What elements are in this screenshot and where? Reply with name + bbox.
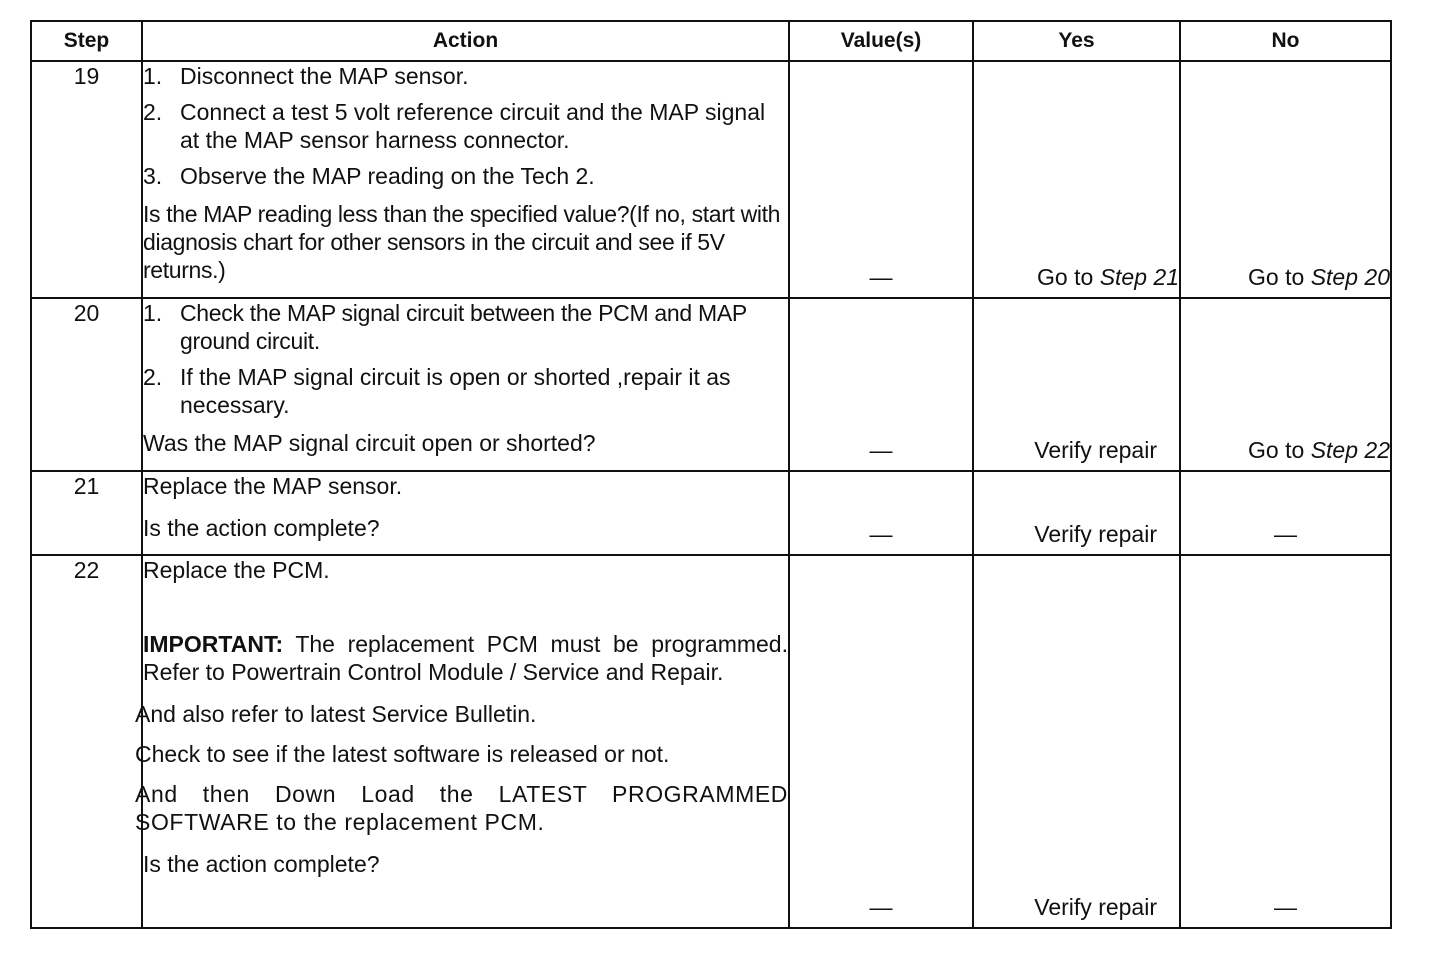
no-step-link[interactable]: Step 20 [1310, 264, 1390, 290]
value-cell: — [789, 555, 973, 928]
table-row-step-21 [31, 471, 1391, 555]
no-step-link[interactable]: Step 22 [1310, 437, 1390, 463]
action-cell [142, 61, 789, 298]
table-row-step-19 [31, 61, 1391, 298]
table-row-step-20 [31, 298, 1391, 471]
action-cell [142, 471, 789, 555]
question-text: Is the action complete? [143, 515, 380, 541]
yes-cell: Verify repair [973, 555, 1180, 928]
list-text: Observe the MAP reading on the Tech 2. [180, 163, 595, 189]
list-text: Connect a test 5 volt reference circuit and the MAP signal at the MAP sensor harness connector. [180, 99, 766, 153]
no-cell: — [1180, 555, 1391, 928]
no-cell: — [1180, 471, 1391, 555]
note-text: And also refer to latest Service Bulletin. [135, 701, 537, 727]
action-list-item [143, 363, 788, 419]
question-text: Is the MAP reading less than the specified value?(If no, start with diagnosis chart for other sensors in the circuit and see if 5V returns.) [143, 201, 781, 283]
action-list-item [143, 62, 788, 90]
step-number: 22 [31, 555, 142, 928]
value-cell: — [789, 61, 973, 298]
header-row [31, 21, 1391, 61]
question-text: Is the action complete? [143, 851, 380, 877]
diagnostic-table [30, 20, 1392, 929]
list-text: Check the MAP signal circuit between the PCM and MAP ground circuit. [180, 300, 747, 354]
yes-step-link[interactable]: Step 21 [1099, 264, 1179, 290]
list-text: Disconnect the MAP sensor. [180, 63, 469, 89]
action-list-item [143, 299, 788, 355]
action-cell [135, 555, 789, 928]
list-number: 2. [143, 364, 163, 390]
header-action: Action [142, 21, 789, 61]
step-number: 19 [31, 61, 142, 298]
header-yes: Yes [973, 21, 1180, 61]
action-list-item [143, 162, 788, 190]
important-label: IMPORTANT: [143, 631, 284, 657]
action-list-item [143, 98, 788, 154]
header-values: Value(s) [789, 21, 973, 61]
no-cell [1180, 61, 1391, 298]
action-text: Replace the MAP sensor. [143, 473, 403, 499]
list-text: If the MAP signal circuit is open or shorted ,repair it as necessary. [180, 364, 731, 418]
no-cell [1180, 298, 1391, 471]
header-no: No [1180, 21, 1391, 61]
list-number: 2. [143, 99, 163, 125]
list-number: 3. [143, 163, 163, 189]
question-text: Was the MAP signal circuit open or shorted? [143, 430, 596, 456]
no-goto-prefix: Go to [1248, 264, 1305, 290]
note-text: Check to see if the latest software is released or not. [135, 741, 670, 767]
yes-cell: Verify repair [973, 298, 1180, 471]
list-number: 1. [143, 300, 163, 326]
list-number: 1. [143, 63, 163, 89]
value-cell: — [789, 298, 973, 471]
step-number: 21 [31, 471, 142, 555]
important-text: The replacement PCM must be programmed. Refer to Powertrain Control Module / Service and Repair. [143, 631, 788, 685]
note-text: And then Down Load the LATEST PROGRAMMED SOFTWARE to the replacement PCM. [135, 781, 788, 835]
yes-goto-prefix: Go to [1037, 264, 1094, 290]
value-cell: — [789, 471, 973, 555]
no-goto-prefix: Go to [1248, 437, 1305, 463]
action-cell [142, 298, 789, 471]
step-number: 20 [31, 298, 142, 471]
important-note [143, 630, 788, 686]
table-row-step-22 [31, 555, 1391, 928]
yes-cell: Verify repair [973, 471, 1180, 555]
yes-cell [973, 61, 1180, 298]
action-text: Replace the PCM. [143, 557, 330, 583]
header-step: Step [31, 21, 142, 61]
